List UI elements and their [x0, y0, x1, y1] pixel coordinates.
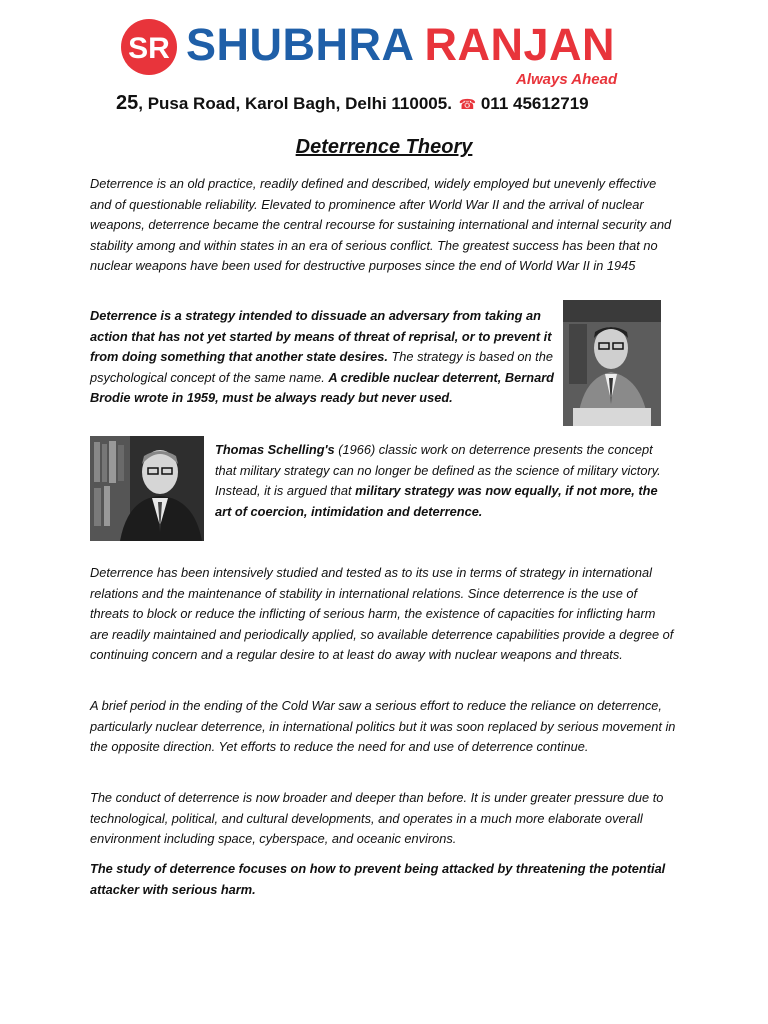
brand-name	[186, 18, 615, 72]
brand-second: RANJAN	[424, 19, 616, 70]
definition-normal: The strategy is based on the psychological concept of the same name.	[90, 349, 553, 385]
brodie-portrait-photo	[563, 300, 661, 426]
address-text: , Pusa Road, Karol Bagh, Delhi 110005.	[138, 94, 452, 113]
address-line	[116, 92, 589, 115]
schelling-name-bold: Thomas Schelling's	[215, 442, 335, 457]
sr-logo-icon	[120, 18, 178, 76]
paragraph-definition	[90, 306, 558, 409]
paragraph-schelling	[215, 440, 677, 522]
schelling-normal: (1966) classic work on deterrence presents the concept that military strategy can no longer be defined as the science of military victory. Instead, it is argued that	[215, 442, 661, 499]
definition-bold: Deterrence is a strategy intended to dissuade an adversary from taking an action that has not yet started by means of threat of reprisal, or to prevent it from doing something that another state desires.	[90, 308, 552, 365]
paragraph-conclusion: The study of deterrence focuses on how to prevent being attacked by threatening the potential attacker with serious harm.	[90, 861, 666, 897]
header	[0, 0, 768, 120]
phone-number: 011 45612719	[480, 94, 589, 113]
paragraph-intro: Deterrence is an old practice, readily defined and described, widely employed but unevenly effective and of questionable reliability. Elevated to prominence after World War II and the arrival of nuclear weapons, deterrence became the central recourse for sustaining international and internal security and stability among and within states in an era of serious conflict. The greatest success has been that no nuclear weapons have been used for destructive purposes since the end of World War II in 1945	[90, 176, 672, 274]
address-number: 25	[116, 92, 139, 114]
brand-first: SHUBHRA	[186, 19, 415, 70]
paragraph-conduct: The conduct of deterrence is now broader and deeper than before. It is under greater pressure due to technological, political, and cultural developments, and operates in a much more elaborate overall environment including space, cyberspace, and oceanic environs.	[90, 790, 664, 847]
paragraph-study: Deterrence has been intensively studied and tested as to its use in terms of strategy in international relations and the maintenance of stability in international relations. Since deterrence is the use of threats to block or reduce the inflicting of serious harm, the existence of capacities for inflicting harm are readily maintained and periodically applied, so available deterrence capabilities provide a degree of continuing concern and a regular desire to at least do away with nuclear weapons and threats.	[90, 565, 674, 663]
brodie-quote-bold: A credible nuclear deterrent, Bernard Brodie wrote in 1959, must be always ready but never used.	[90, 369, 554, 406]
schelling-portrait-photo	[90, 436, 204, 541]
phone-icon: ☎	[458, 96, 477, 112]
tagline: Always Ahead	[516, 71, 618, 88]
paragraph-cold-war: A brief period in the ending of the Cold War saw a serious effort to reduce the reliance on deterrence, particularly nuclear deterrence, in international politics but it was soon replaced by serious movement in the opposite direction. Yet efforts to reduce the need for and use of deterrence continue.	[90, 698, 676, 755]
schelling-bold-claim: military strategy was now equally, if not more, the art of coercion, intimidation and deterrence.	[215, 483, 658, 519]
svg-text:SR: SR	[128, 32, 170, 65]
page-title: Deterrence Theory	[295, 136, 473, 158]
